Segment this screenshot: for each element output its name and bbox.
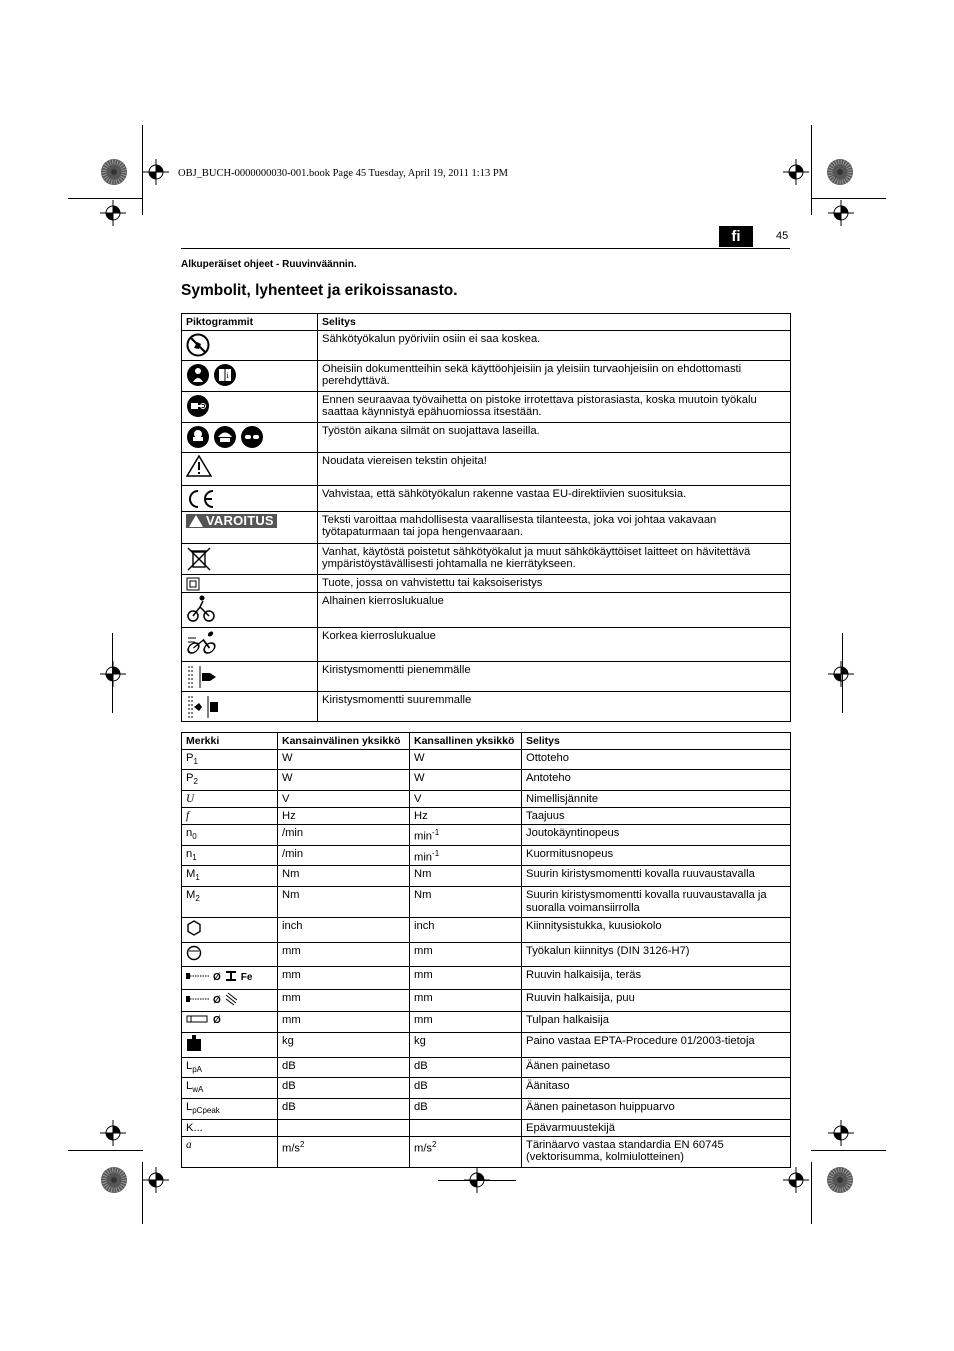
table-row <box>182 1099 791 1120</box>
description-cell: Oheisiin dokumentteihin sekä käyttöohjeisiin ja yleisiin turvaohjeisiin on ehdottomasti perehdyttävä. <box>318 360 791 391</box>
description-cell: Tuote, jossa on vahvistettu tai kaksoiseristys <box>318 574 791 592</box>
table-row <box>182 887 791 918</box>
symbol-cell <box>182 1099 278 1120</box>
description-cell: Äänitaso <box>522 1078 791 1099</box>
national-unit-cell <box>410 866 522 887</box>
unit: kg <box>414 1035 426 1048</box>
table-row <box>182 918 791 943</box>
unit: W <box>282 751 293 764</box>
description-cell: Äänen painetason huippuarvo <box>522 1099 791 1120</box>
table-row <box>182 511 791 543</box>
warning-triangle-icon <box>186 455 215 467</box>
crop-line <box>811 125 812 215</box>
international-unit-cell <box>278 887 410 918</box>
diameter-symbol: Ø <box>213 1015 221 1027</box>
national-unit-cell <box>410 749 522 770</box>
symbol-subscript: 1 <box>193 756 198 766</box>
warning-label <box>186 514 277 529</box>
description-cell: Epävarmuustekijä <box>522 1119 791 1136</box>
color-target-icon <box>100 1166 128 1194</box>
symbol-icon-group <box>186 920 273 941</box>
international-unit-cell <box>278 967 410 990</box>
international-unit-cell <box>278 749 410 770</box>
table-row <box>182 807 791 824</box>
pictogram-cell <box>182 592 318 627</box>
description-cell: Ottoteho <box>522 749 791 770</box>
table-row <box>182 485 791 511</box>
screw-steel-icon <box>186 971 210 986</box>
unit: Nm <box>282 868 300 881</box>
symbol: P <box>186 751 194 764</box>
symbol-cell <box>182 1033 278 1058</box>
description-cell: Työstön aikana silmät on suojattava laseilla. <box>318 422 791 452</box>
symbol: a <box>186 1138 192 1151</box>
table-row <box>182 627 791 661</box>
description-cell: Joutokäyntinopeus <box>522 824 791 845</box>
crop-line <box>68 198 143 199</box>
unit-exponent: -1 <box>432 827 440 837</box>
table-row <box>182 1012 791 1033</box>
unit-exponent: 2 <box>300 1139 305 1149</box>
registration-mark-icon <box>783 159 809 185</box>
national-unit-cell <box>410 845 522 866</box>
symbol: U <box>186 792 195 805</box>
unit: mm <box>414 1014 433 1027</box>
international-unit-cell <box>278 1012 410 1033</box>
table-row <box>182 1057 791 1078</box>
description-cell: Kiristysmomentti suuremmalle <box>318 691 791 721</box>
svg-text:i: i <box>226 370 229 380</box>
page-number: 45 <box>776 230 789 242</box>
high-speed-icon <box>186 630 223 642</box>
symbol-cell <box>182 918 278 943</box>
symbol-cell <box>182 1012 278 1033</box>
registration-mark-icon <box>828 661 854 687</box>
table-row <box>182 330 791 360</box>
description-cell: Ruuvin halkaisija, teräs <box>522 967 791 990</box>
international-unit-cell <box>278 770 410 791</box>
table-row <box>182 661 791 691</box>
table-row <box>182 824 791 845</box>
symbol: M <box>186 889 196 902</box>
crop-line <box>811 1162 812 1224</box>
description-cell: Sähkötyökalun pyöriviin osiin ei saa koskea. <box>318 330 791 360</box>
national-unit-cell <box>410 942 522 967</box>
international-unit-cell <box>278 918 410 943</box>
column-header: Kansainvälinen yksikkö <box>278 733 410 750</box>
pictogram-cell <box>182 485 318 511</box>
national-unit-cell <box>410 1078 522 1099</box>
unplug-icon <box>186 394 213 406</box>
national-unit-cell <box>410 1012 522 1033</box>
description-cell: Noudata viereisen tekstin ohjeita! <box>318 452 791 485</box>
unit: /min <box>282 826 304 839</box>
unit: V <box>282 792 290 805</box>
description-cell: Työkalun kiinnitys (DIN 3126-H7) <box>522 942 791 967</box>
table-row <box>182 1033 791 1058</box>
symbol: n <box>186 826 193 839</box>
symbol-subscript: 2 <box>195 894 200 904</box>
symbol-cell <box>182 1136 278 1167</box>
unit: dB <box>414 1101 428 1114</box>
international-unit-cell <box>278 824 410 845</box>
symbol-cell <box>182 1057 278 1078</box>
crop-line <box>811 198 886 199</box>
table-row <box>182 391 791 422</box>
national-unit-cell <box>410 1119 522 1136</box>
column-header: Selitys <box>522 733 791 750</box>
international-unit-cell <box>278 989 410 1012</box>
color-target-icon <box>826 158 854 186</box>
language-badge: fi <box>719 226 753 247</box>
symbol-subscript: pCpeak <box>192 1106 220 1116</box>
double-insulation-icon <box>186 577 203 589</box>
description-cell: Vanhat, käytöstä poistetut sähkötyökalut ja muut sähkökäyttöiset laitteet on hävitettävä ympäristöystävällisesti johtamalla ne kierrätykseen. <box>318 543 791 574</box>
symbol-cell <box>182 967 278 990</box>
header-rule <box>181 248 790 249</box>
description-cell: Ruuvin halkaisija, puu <box>522 989 791 1012</box>
symbol: P <box>186 772 194 785</box>
national-unit-cell <box>410 918 522 943</box>
unit: Nm <box>414 889 432 902</box>
pictogram-cell <box>182 661 318 691</box>
table-row <box>182 749 791 770</box>
screw-wood-icon <box>186 994 210 1009</box>
read-manual-icon <box>186 363 240 380</box>
table-row <box>182 1119 791 1136</box>
registration-mark-icon <box>828 200 854 226</box>
unit: mm <box>414 991 433 1004</box>
unit: Nm <box>282 889 300 902</box>
high-torque-icon <box>186 694 223 706</box>
symbol-cell <box>182 887 278 918</box>
crop-line <box>811 1150 886 1151</box>
crop-line <box>68 1150 143 1151</box>
symbol-cell <box>182 807 278 824</box>
pictogram-cell <box>182 574 318 592</box>
symbol-icon-group <box>186 1035 273 1056</box>
symbol-icon-group <box>186 1014 273 1029</box>
registration-mark-icon <box>100 1120 126 1146</box>
unit: min <box>414 830 433 843</box>
international-unit-cell <box>278 845 410 866</box>
pictogram-cell <box>182 543 318 574</box>
units-table <box>181 732 791 1168</box>
description-cell: Tulpan halkaisija <box>522 1012 791 1033</box>
registration-mark-icon <box>783 1167 809 1193</box>
symbol-subscript: pA <box>192 1064 203 1074</box>
national-unit-cell <box>410 989 522 1012</box>
unit: min <box>414 851 433 864</box>
file-info: OBJ_BUCH-0000000030-001.book Page 45 Tuesday, April 19, 2011 1:13 PM <box>178 168 508 179</box>
unit: mm <box>414 969 433 982</box>
column-header: Selitys <box>318 314 791 331</box>
description-cell: Äänen painetaso <box>522 1057 791 1078</box>
table-row <box>182 543 791 574</box>
description-cell: Tärinäarvo vastaa standardia EN 60745 (vektorisumma, kolmiulotteinen) <box>522 1136 791 1167</box>
no-touch-rotating-icon <box>186 333 213 345</box>
international-unit-cell <box>278 1078 410 1099</box>
symbol: f <box>186 809 190 822</box>
symbol-cell <box>182 824 278 845</box>
description-cell: Suurin kiristysmomentti kovalla ruuvaustavalla <box>522 866 791 887</box>
unit: m/s <box>282 1142 301 1155</box>
table-row <box>182 989 791 1012</box>
crop-line <box>438 1180 516 1181</box>
symbol-cell <box>182 866 278 887</box>
unit: W <box>414 772 425 785</box>
symbol-subscript: 2 <box>193 777 198 787</box>
symbol: L <box>186 1059 193 1072</box>
symbol-icon-group <box>186 992 273 1011</box>
symbol-cell <box>182 770 278 791</box>
description-cell: Korkea kierroslukualue <box>318 627 791 661</box>
table-row <box>182 691 791 721</box>
unit: mm <box>282 969 301 982</box>
table-row <box>182 452 791 485</box>
unit: m/s <box>414 1142 433 1155</box>
symbol-cell <box>182 790 278 807</box>
international-unit-cell <box>278 790 410 807</box>
symbol-subscript: wA <box>192 1085 204 1095</box>
symbol: n <box>186 847 193 860</box>
unit: mm <box>282 1014 301 1027</box>
pictogram-cell <box>182 511 318 543</box>
symbol-cell <box>182 1078 278 1099</box>
table-row <box>182 1078 791 1099</box>
unit: inch <box>414 920 435 933</box>
tool-holder-icon <box>186 945 202 966</box>
symbol: K... <box>186 1121 203 1134</box>
international-unit-cell <box>278 1119 410 1136</box>
table-row <box>182 574 791 592</box>
table-row <box>182 770 791 791</box>
national-unit-cell <box>410 770 522 791</box>
symbol-cell <box>182 1119 278 1136</box>
table-row <box>182 1136 791 1167</box>
eye-protection-icon <box>186 425 267 437</box>
unit: mm <box>282 944 301 957</box>
unit: kg <box>282 1035 294 1048</box>
diameter-symbol: Ø <box>213 972 221 984</box>
table-row <box>182 592 791 627</box>
column-header: Piktogrammit <box>182 314 318 331</box>
registration-mark-icon <box>100 200 126 226</box>
symbol-subscript: 0 <box>192 832 197 842</box>
national-unit-cell <box>410 1033 522 1058</box>
national-unit-cell <box>410 1099 522 1120</box>
unit: dB <box>282 1101 296 1114</box>
symbol-icon-group <box>186 945 273 966</box>
national-unit-cell <box>410 807 522 824</box>
unit: dB <box>282 1059 296 1072</box>
description-cell: Vahvistaa, että sähkötyökalun rakenne vastaa EU-direktiivien suosituksia. <box>318 485 791 511</box>
unit: mm <box>282 991 301 1004</box>
pictograms-table <box>181 313 791 722</box>
ce-mark-icon <box>186 488 219 500</box>
unit: dB <box>414 1080 428 1093</box>
international-unit-cell <box>278 1099 410 1120</box>
national-unit-cell <box>410 790 522 807</box>
international-unit-cell <box>278 866 410 887</box>
unit-exponent: -1 <box>432 848 440 858</box>
unit: W <box>282 772 293 785</box>
table-row <box>182 360 791 391</box>
symbol-cell <box>182 942 278 967</box>
unit: mm <box>414 944 433 957</box>
color-target-icon <box>100 158 128 186</box>
registration-mark-icon <box>143 1167 169 1193</box>
symbol: M <box>186 868 196 881</box>
international-unit-cell <box>278 1033 410 1058</box>
description-cell: Ennen seuraavaa työvaihetta on pistoke irrotettava pistorasiasta, koska muutoin työkalu saattaa käynnistyä epähuomiossa itsestään. <box>318 391 791 422</box>
table-row <box>182 866 791 887</box>
national-unit-cell <box>410 967 522 990</box>
international-unit-cell <box>278 1136 410 1167</box>
national-unit-cell <box>410 1136 522 1167</box>
table-row <box>182 845 791 866</box>
national-unit-cell <box>410 887 522 918</box>
steel-beam-icon <box>224 969 238 988</box>
international-unit-cell <box>278 1057 410 1078</box>
column-header: Kansallinen yksikkö <box>410 733 522 750</box>
warning-icon <box>189 515 203 527</box>
symbol-subscript: 1 <box>192 852 197 862</box>
description-cell: Teksti varoittaa mahdollisesta vaarallisesta tilanteesta, joka voi johtaa vakavaan työtapaturmaan tai jopa hengenvaaraan. <box>318 511 791 543</box>
national-unit-cell <box>410 1057 522 1078</box>
table-row <box>182 967 791 990</box>
wood-grain-icon <box>224 992 238 1011</box>
unit: inch <box>282 920 303 933</box>
table-row <box>182 942 791 967</box>
symbol-subscript: 1 <box>195 873 200 883</box>
registration-mark-icon <box>100 661 126 687</box>
description-cell: Nimellisjännite <box>522 790 791 807</box>
symbol-cell <box>182 845 278 866</box>
unit: Nm <box>414 868 432 881</box>
description-cell: Kiristysmomentti pienemmälle <box>318 661 791 691</box>
pictogram-cell <box>182 452 318 485</box>
hex-socket-icon <box>186 920 202 941</box>
unit: V <box>414 792 422 805</box>
description-cell: Suurin kiristysmomentti kovalla ruuvaustavalla ja suoralla voimansiirrolla <box>522 887 791 918</box>
color-target-icon <box>826 1166 854 1194</box>
symbol-cell <box>182 749 278 770</box>
description-cell: Kiinnitysistukka, kuusiokolo <box>522 918 791 943</box>
registration-mark-icon <box>828 1120 854 1146</box>
description-cell: Paino vastaa EPTA-Procedure 01/2003-tietoja <box>522 1033 791 1058</box>
pictogram-cell <box>182 330 318 360</box>
symbol-cell <box>182 989 278 1012</box>
weight-icon <box>186 1035 202 1056</box>
pictogram-cell <box>182 627 318 661</box>
low-speed-icon <box>186 595 219 607</box>
unit: /min <box>282 847 304 860</box>
pictogram-cell <box>182 691 318 721</box>
unit: dB <box>414 1059 428 1072</box>
symbol: L <box>186 1101 193 1114</box>
registration-mark-icon <box>143 159 169 185</box>
description-cell: Kuormitusnopeus <box>522 845 791 866</box>
pictogram-cell <box>182 360 318 391</box>
low-torque-icon <box>186 664 221 676</box>
unit-exponent: 2 <box>432 1139 437 1149</box>
pictogram-cell <box>182 391 318 422</box>
pictogram-cell <box>182 422 318 452</box>
section-heading: Symbolit, lyhenteet ja erikoissanasto. <box>181 282 458 299</box>
table-row <box>182 790 791 807</box>
unit: W <box>414 751 425 764</box>
dowel-icon <box>186 1014 210 1029</box>
description-cell: Alhainen kierroslukualue <box>318 592 791 627</box>
table-header-row <box>182 314 791 331</box>
material-label: Fe <box>240 972 253 984</box>
symbol: L <box>186 1080 193 1093</box>
description-cell: Antoteho <box>522 770 791 791</box>
diameter-symbol: Ø <box>213 994 221 1006</box>
description-cell: Taajuus <box>522 807 791 824</box>
warning-label-text: VAROITUS <box>206 512 274 528</box>
crossed-bin-icon <box>186 546 215 558</box>
unit: Hz <box>282 809 296 822</box>
international-unit-cell <box>278 807 410 824</box>
symbol-icon-group <box>186 969 273 988</box>
unit: dB <box>282 1080 296 1093</box>
column-header: Merkki <box>182 733 278 750</box>
table-row <box>182 422 791 452</box>
document-subtitle: Alkuperäiset ohjeet - Ruuvinväännin. <box>181 259 357 270</box>
unit: Hz <box>414 809 428 822</box>
national-unit-cell <box>410 824 522 845</box>
international-unit-cell <box>278 942 410 967</box>
table-header-row <box>182 733 791 750</box>
